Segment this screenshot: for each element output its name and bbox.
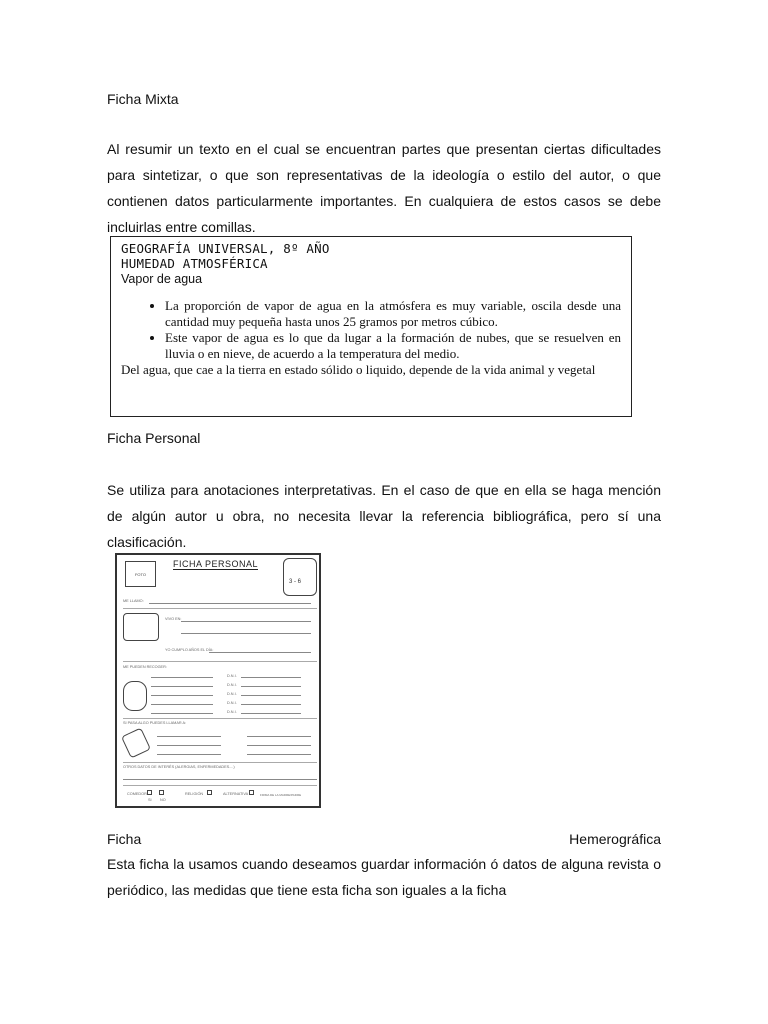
field-line xyxy=(241,704,301,705)
field-line xyxy=(151,695,213,696)
label-dni: D.N.I. xyxy=(227,683,237,687)
field-line xyxy=(209,652,311,653)
label-dni: D.N.I. xyxy=(227,674,237,678)
label-dni: D.N.I. xyxy=(227,692,237,696)
field-line xyxy=(247,745,311,746)
figure-subject-line: GEOGRAFÍA UNIVERSAL, 8º AÑO xyxy=(121,241,330,256)
label-firma: FIRMA DE LA MADRE/PADRE xyxy=(260,793,302,797)
field-line xyxy=(247,754,311,755)
section-divider xyxy=(123,785,317,786)
field-line xyxy=(241,695,301,696)
section-divider xyxy=(123,661,317,662)
paragraph-ficha-mixta: Al resumir un texto en el cual se encuentran partes que presentan ciertas dificultades para sintetizar, o que son representativas de la ideología o estilo del autor, o que contienen datos particularmente importantes. En cualquiera de estos casos se debe incluirlas entre comillas. xyxy=(107,141,661,235)
field-line xyxy=(181,633,311,634)
heading-ficha-mixta: Ficha Mixta xyxy=(107,91,179,107)
label-si: SI xyxy=(148,798,152,802)
section-divider xyxy=(123,718,317,719)
field-line xyxy=(181,621,311,622)
figure-bullet-list xyxy=(121,298,621,361)
section-divider xyxy=(123,608,317,609)
form-title: FICHA PERSONAL xyxy=(173,559,259,569)
label-dni: D.N.I. xyxy=(227,701,237,705)
paragraph-ficha-hemerografica: Esta ficha la usamos cuando deseamos guardar información ó datos de alguna revista o periódico, las medidas que tiene esta ficha son iguales a la ficha xyxy=(107,856,661,898)
figure-subtopic-line: Vapor de agua xyxy=(121,272,203,286)
field-line xyxy=(157,754,221,755)
figure-footer-text: Del agua, que cae a la tierra en estado sólido o liquido, depende de la vida animal y vegetal xyxy=(121,362,596,377)
section-divider xyxy=(123,762,317,763)
field-line xyxy=(151,713,213,714)
figure-topic-line: HUMEDAD ATMOSFÉRICA xyxy=(121,256,268,271)
label-no: NO xyxy=(160,798,166,802)
field-line xyxy=(151,677,213,678)
house-icon xyxy=(123,613,159,641)
checkbox-alternativa xyxy=(249,790,254,795)
field-line xyxy=(123,779,317,780)
label-religion: RELIGIÓN xyxy=(185,792,204,796)
figure-bullet-item: • Este vapor de agua es lo que da lugar a la formación de nubes, que se resuelven en lluvia o en nieve, de acuerdo a la temperatura del medio. xyxy=(165,330,621,361)
family-icon xyxy=(123,681,147,711)
field-line xyxy=(241,677,301,678)
heading-ficha-personal: Ficha Personal xyxy=(107,430,201,446)
age-badge: 3 - 6 xyxy=(289,579,302,585)
field-line xyxy=(149,603,311,604)
phone-icon xyxy=(121,727,151,758)
field-line xyxy=(241,686,301,687)
checkbox-comedor-no xyxy=(159,790,164,795)
field-line xyxy=(151,704,213,705)
label-otros-datos: OTROS DATOS DE INTERÉS (ALERGIAS, ENFERMEDADES....) xyxy=(123,765,235,769)
label-vivo-en: VIVO EN: xyxy=(165,617,182,621)
label-alternativa: ALTERNATIVA xyxy=(223,792,249,796)
paragraph-ficha-personal: Se utiliza para anotaciones interpretativas. En el caso de que en ella se haga mención de algún autor u obra, no necesita llevar la referencia bibliográfica, pero sí una clasificación. xyxy=(107,482,661,550)
figure-ficha-personal-form xyxy=(115,553,321,808)
label-comedor: COMEDOR xyxy=(127,792,147,796)
field-line xyxy=(247,736,311,737)
label-dni: D.N.I. xyxy=(227,710,237,714)
heading-ficha-hemerografica-right: Hemerográfica xyxy=(569,831,661,847)
label-me-llamo: ME LLAMO: xyxy=(123,599,144,603)
figure-ficha-mixta-example xyxy=(110,236,632,417)
checkbox-religion xyxy=(207,790,212,795)
field-line xyxy=(157,736,221,737)
heading-ficha-hemerografica-left: Ficha xyxy=(107,831,142,847)
figure-bullet-item: • La proporción de vapor de agua en la atmósfera es muy variable, oscila desde una cantidad muy pequeña hasta unos 25 gramos por metros cúbico. xyxy=(165,298,621,329)
children-illustration-icon xyxy=(283,558,317,596)
label-cumple: YO CUMPLO AÑOS EL DÍA: xyxy=(165,648,214,652)
checkbox-comedor-si xyxy=(147,790,152,795)
label-recoger: ME PUEDEN RECOGER: xyxy=(123,665,167,669)
photo-box: FOTO xyxy=(125,561,156,587)
label-llamar: SI PASA ALGO PUEDES LLAMAR A: xyxy=(123,721,187,725)
field-line xyxy=(241,713,301,714)
field-line xyxy=(151,686,213,687)
field-line xyxy=(157,745,221,746)
